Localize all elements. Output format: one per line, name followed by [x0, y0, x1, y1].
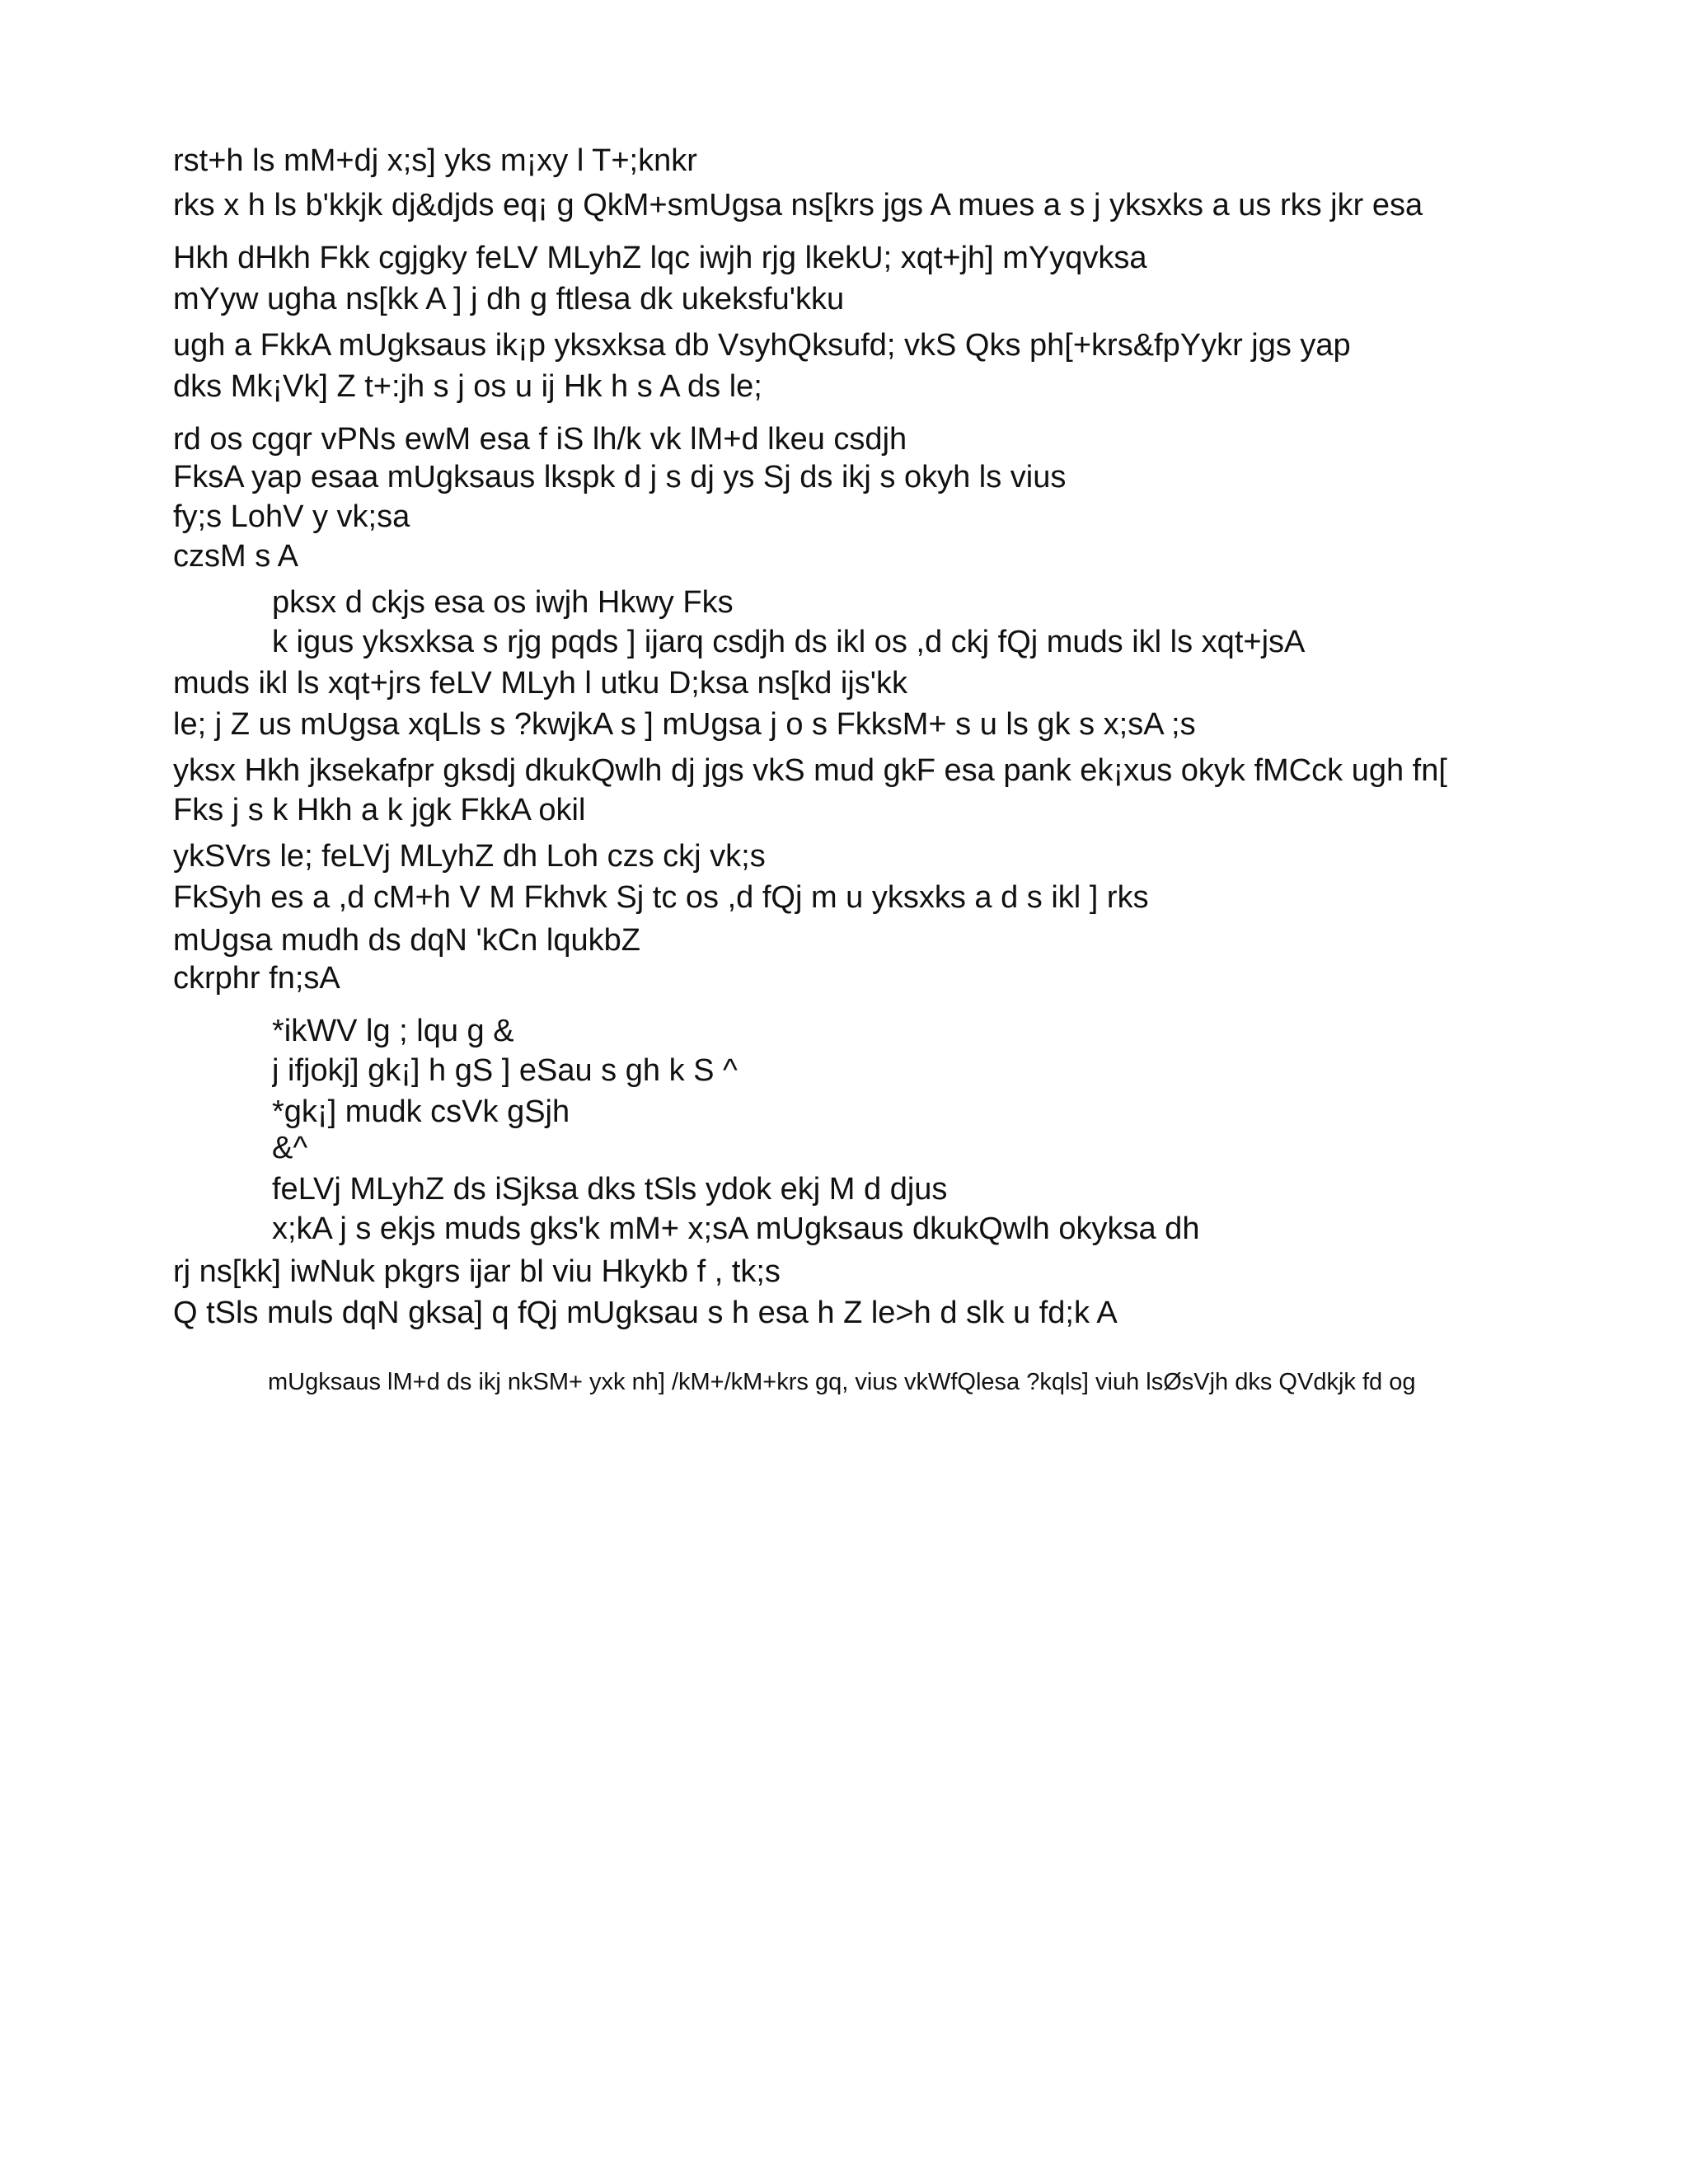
text-line-10: czsM s A — [173, 539, 299, 574]
text-line-21: *ikWV lg ; lqu g & — [272, 1014, 514, 1048]
text-line-26: x;kA j s ekjs muds gks'k mM+ x;sA mUgksaus dkukQwlh okyksa dh — [272, 1212, 1200, 1246]
text-line-2: rks x h ls b'kkjk dj&djds eq¡ g QkM+smUgsa ns[krs jgs A mues a s j yksxks a us rks jkr esa — [173, 188, 1423, 223]
text-line-28: Q tSls muls dqN gksa] q fQj mUgksau s h esa h Z le>h d slk u fd;k A — [173, 1296, 1118, 1330]
text-line-5: ugh a FkkA mUgksaus ik¡p yksxksa db VsyhQksufd; vkS Qks ph[+krs&fpYykr jgs yap — [173, 328, 1351, 363]
text-line-3: Hkh dHkh Fkk cgjgky feLV MLyhZ lqc iwjh rjg lkekU; xqt+jh] mYyqvksa — [173, 241, 1147, 275]
text-line-16: Fks j s k Hkh a k jgk FkkA okil — [173, 793, 586, 827]
text-line-29: mUgksaus lM+d ds ikj nkSM+ yxk nh] /kM+/kM+krs gq, vius vkWfQlesa ?kqls] viuh lsØsVjh dks QVdkjk fd og — [268, 1369, 1416, 1395]
text-line-9: fy;s LohV y vk;sa — [173, 499, 410, 534]
text-line-15: yksx Hkh jksekafpr gksdj dkukQwlh dj jgs vkS mud gkF esa pank ek¡xus okyk fMCck ugh fn[ — [173, 753, 1447, 788]
text-line-12: k igus yksxksa s rjg pqds ] ijarq csdjh ds ikl os ,d ckj fQj muds ikl ls xqt+jsA — [272, 625, 1306, 659]
text-line-24: &^ — [272, 1131, 308, 1165]
text-line-13: muds ikl ls xqt+jrs feLV MLyh l utku D;ksa ns[kd ijs'kk — [173, 666, 908, 701]
text-line-11: pksx d ckjs esa os iwjh Hkwy Fks — [272, 585, 734, 620]
text-line-1: rst+h ls mM+dj x;s] yks m¡xy l T+;knkr — [173, 143, 697, 178]
text-line-8: FksA yap esaa mUgksaus lkspk d j s dj ys Sj ds ikj s okyh ls vius — [173, 460, 1067, 494]
text-line-25: feLVj MLyhZ ds iSjksa dks tSls ydok ekj M d djus — [272, 1172, 948, 1207]
text-line-19: mUgsa mudh ds dqN 'kCn lqukbZ — [173, 923, 640, 958]
text-line-17: ykSVrs le; feLVj MLyhZ dh Loh czs ckj vk;s — [173, 839, 766, 874]
text-line-18: FkSyh es a ,d cM+h V M Fkhvk Sj tc os ,d fQj m u yksxks a d s ikl ] rks — [173, 880, 1149, 915]
text-line-20: ckrphr fn;sA — [173, 961, 340, 996]
text-line-14: le; j Z us mUgsa xqLls s ?kwjkA s ] mUgsa j o s FkksM+ s u ls gk s x;sA ;s — [173, 707, 1196, 742]
text-line-7: rd os cgqr vPNs ewM esa f iS lh/k vk lM+d lkeu csdjh — [173, 422, 907, 457]
text-line-27: rj ns[kk] iwNuk pkgrs ijar bl viu Hkykb f , tk;s — [173, 1254, 781, 1289]
text-line-23: *gk¡] mudk csVk gSjh — [272, 1094, 570, 1129]
text-line-22: j ifjokj] gk¡] h gS ] eSau s gh k S ^ — [272, 1053, 738, 1088]
text-line-4: mYyw ugha ns[kk A ] j dh g ftlesa dk ukeksfu'kku — [173, 282, 845, 316]
text-line-6: dks Mk¡Vk] Z t+:jh s j os u ij Hk h s A ds le; — [173, 369, 762, 404]
